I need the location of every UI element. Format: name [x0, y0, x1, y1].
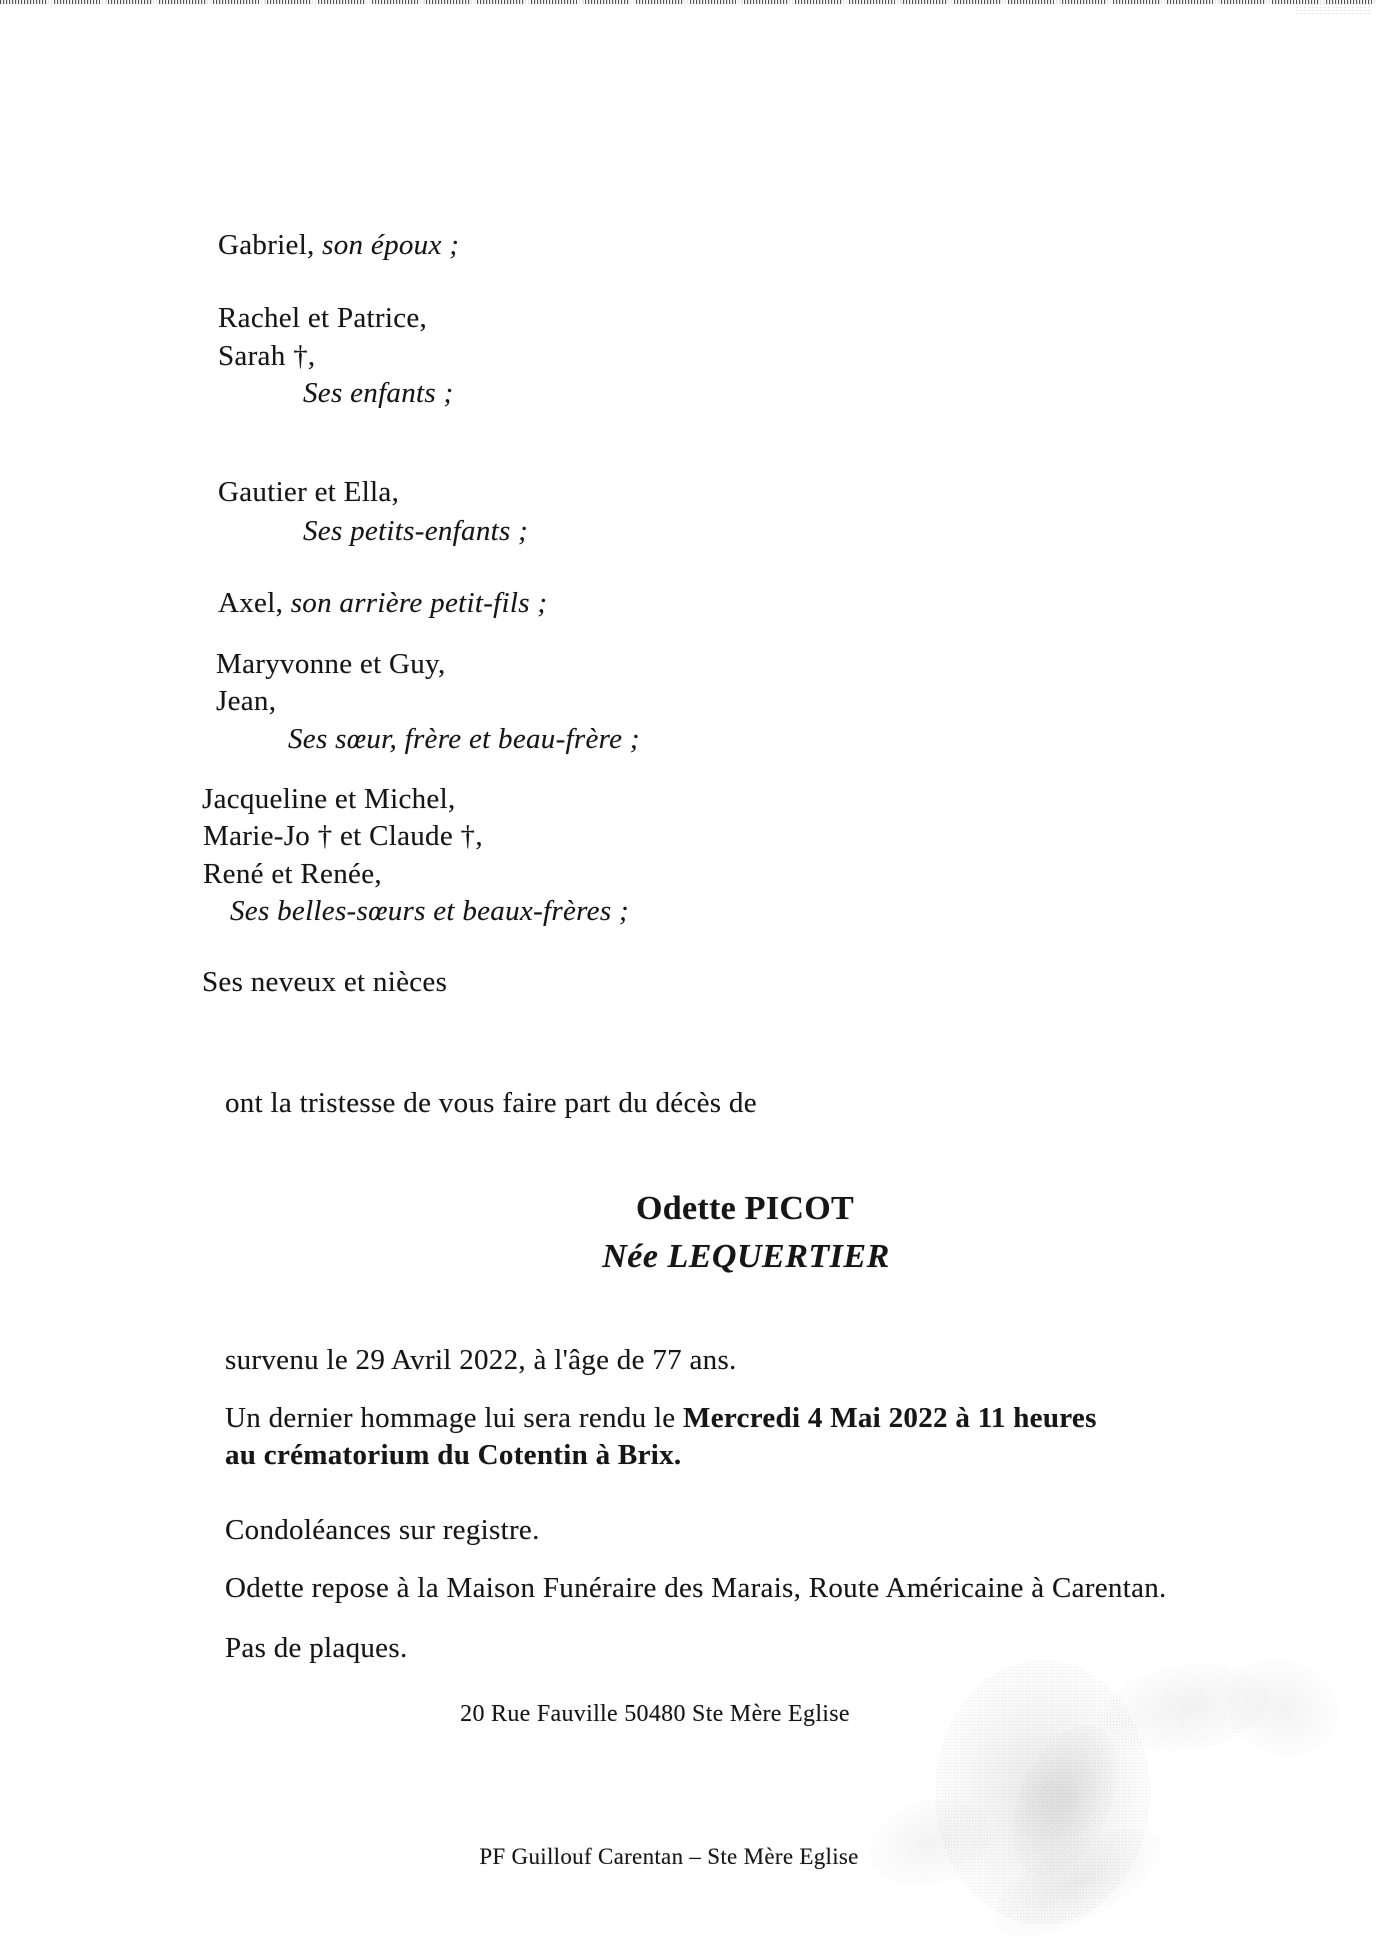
family-name: Jean,	[216, 685, 277, 717]
family-line	[218, 304, 427, 333]
family-name: René et Renée,	[203, 858, 382, 890]
ceremony-datetime: Mercredi 4 Mai 2022 à 11 heures	[683, 1402, 1097, 1434]
family-name: Marie-Jo † et Claude †,	[203, 820, 483, 852]
ceremony-intro: Un dernier hommage lui sera rendu le	[225, 1402, 676, 1434]
plaques-text: Pas de plaques.	[225, 1632, 408, 1664]
family-name: Ses neveux et nièces	[202, 966, 448, 998]
family-line	[216, 650, 446, 679]
death-info: survenu le 29 Avril 2022, à l'âge de 77 ans.	[225, 1344, 737, 1376]
family-line	[203, 822, 483, 851]
scan-artifact-top-right	[1295, 3, 1370, 14]
footer-funeral-home: PF Guillouf Carentan – Ste Mère Eglise	[479, 1844, 859, 1869]
family-relation: son arrière petit-fils ;	[290, 587, 548, 619]
deceased-maiden-name: Née LEQUERTIER	[602, 1238, 890, 1275]
family-name: Gautier et Ella,	[218, 476, 400, 508]
family-relation-line	[230, 897, 629, 926]
family-name: Maryvonne et Guy,	[216, 648, 446, 680]
ceremony-line-1	[225, 1404, 1097, 1433]
repose-text: Odette repose à la Maison Funéraire des Marais, Route Américaine à Carentan.	[225, 1572, 1167, 1604]
family-name: Rachel et Patrice,	[218, 302, 428, 334]
family-line	[218, 478, 399, 507]
family-relation-line	[303, 517, 528, 546]
family-line-great-grandson	[218, 589, 547, 618]
family-line-nephews	[202, 968, 447, 997]
family-relation: Ses belles-sœurs et beaux-frères ;	[230, 895, 629, 927]
family-relation: son époux ;	[322, 229, 460, 261]
family-name: Gabriel,	[218, 229, 315, 261]
family-line	[216, 687, 276, 716]
family-relation: Ses sœur, frère et beau-frère ;	[288, 723, 640, 755]
family-line-spouse	[218, 231, 459, 260]
family-relation-line	[288, 725, 640, 754]
condolences-text: Condoléances sur registre.	[225, 1514, 540, 1546]
scan-artifact-top-edge	[0, 0, 1377, 4]
family-line	[203, 860, 382, 889]
scan-smudge-blob	[1212, 1643, 1353, 1772]
funeral-home-address: 20 Rue Fauville 50480 Ste Mère Eglise	[460, 1701, 850, 1727]
family-name: Jacqueline et Michel,	[202, 783, 456, 815]
deceased-name: Odette PICOT	[636, 1190, 854, 1227]
family-line	[202, 785, 456, 814]
family-line	[218, 342, 315, 371]
family-relation: Ses enfants ;	[303, 377, 454, 409]
announcement-text: ont la tristesse de vous faire part du décès de	[225, 1087, 757, 1119]
family-name: Axel,	[218, 587, 284, 619]
family-relation: Ses petits-enfants ;	[303, 515, 529, 547]
family-name: Sarah †,	[218, 340, 316, 372]
family-relation-line	[303, 379, 454, 408]
ceremony-location: au crématorium du Cotentin à Brix.	[225, 1439, 682, 1471]
